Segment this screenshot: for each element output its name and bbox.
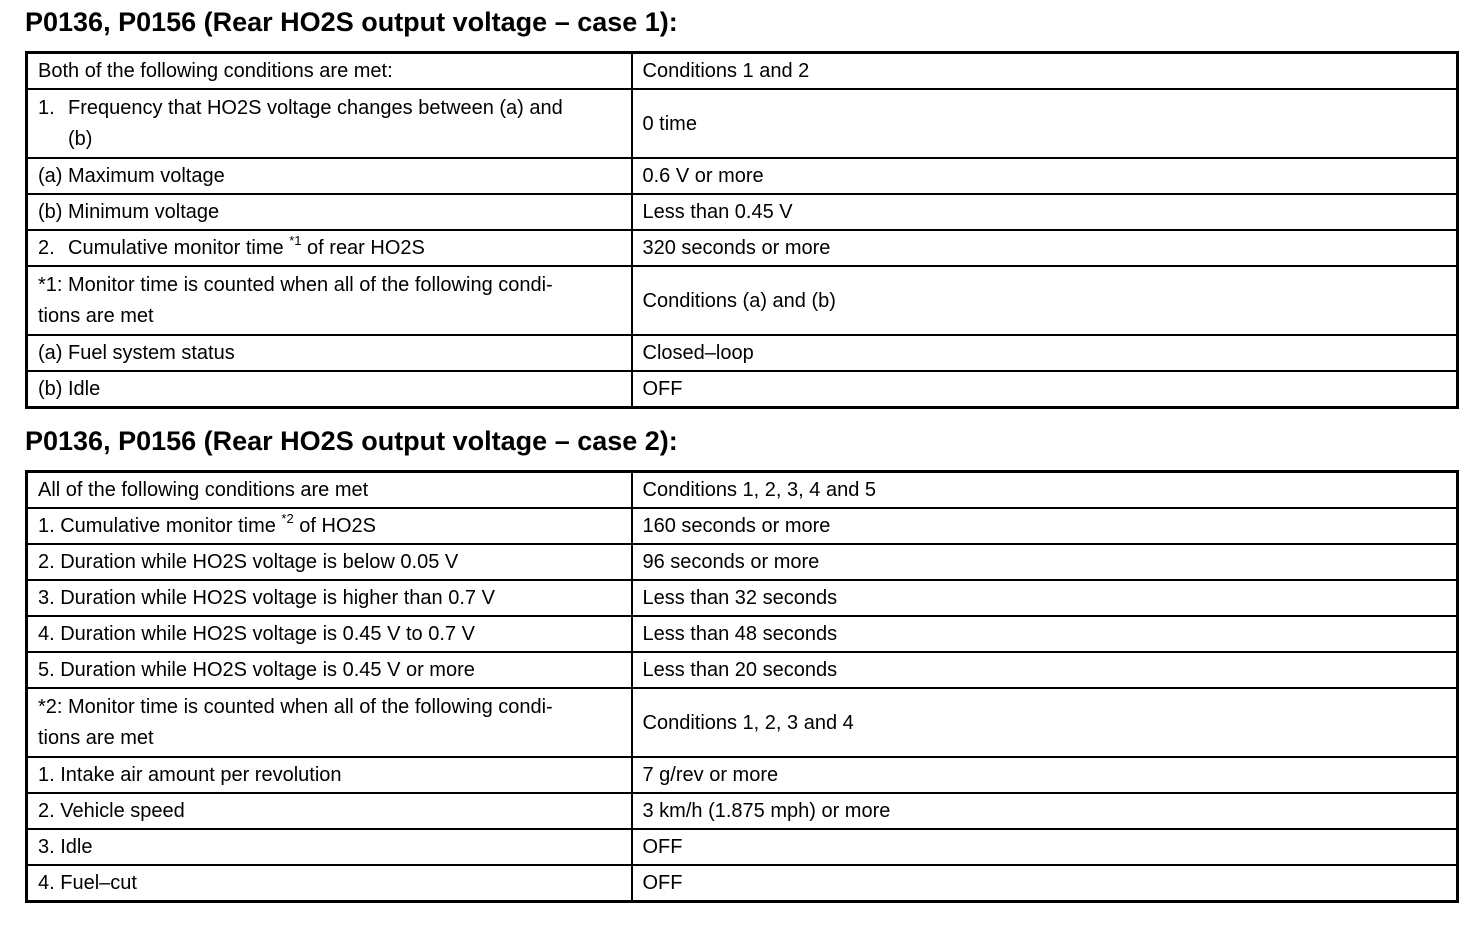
condition-label: All of the following conditions are met bbox=[27, 472, 632, 509]
condition-label bbox=[27, 89, 632, 158]
condition-label: Both of the following conditions are met: bbox=[27, 53, 632, 90]
condition-label: 1. Intake air amount per revolution bbox=[27, 757, 632, 793]
condition-text: 1. Cumulative monitor time bbox=[38, 515, 282, 537]
table-row bbox=[27, 230, 1458, 266]
footnote-line: *1: Monitor time is counted when all of the following condi- bbox=[38, 273, 553, 296]
condition-number: 1. bbox=[38, 96, 55, 119]
table-row bbox=[27, 865, 1458, 902]
table-row bbox=[27, 580, 1458, 616]
condition-label bbox=[27, 508, 632, 544]
condition-value: 0.6 V or more bbox=[632, 158, 1458, 194]
table-row bbox=[27, 266, 1458, 335]
condition-value: 7 g/rev or more bbox=[632, 757, 1458, 793]
condition-value: OFF bbox=[632, 371, 1458, 408]
condition-label: (b) Idle bbox=[27, 371, 632, 408]
condition-label: (b) Minimum voltage bbox=[27, 194, 632, 230]
section-title-case-2: P0136, P0156 (Rear HO2S output voltage – case 2): bbox=[25, 426, 678, 456]
condition-label: 3. Idle bbox=[27, 829, 632, 865]
condition-text: Frequency that HO2S voltage changes between (a) and bbox=[68, 96, 563, 119]
condition-value: 3 km/h (1.875 mph) or more bbox=[632, 793, 1458, 829]
condition-label: 2. Duration while HO2S voltage is below 0.05 V bbox=[27, 544, 632, 580]
section-title-case-1: P0136, P0156 (Rear HO2S output voltage – case 1): bbox=[25, 7, 678, 37]
condition-value: OFF bbox=[632, 865, 1458, 902]
table-row bbox=[27, 829, 1458, 865]
condition-value: Less than 32 seconds bbox=[632, 580, 1458, 616]
condition-value: 96 seconds or more bbox=[632, 544, 1458, 580]
table-row bbox=[27, 194, 1458, 230]
condition-value: Conditions 1, 2, 3, 4 and 5 bbox=[632, 472, 1458, 509]
table-row bbox=[27, 472, 1458, 509]
condition-value: Closed–loop bbox=[632, 335, 1458, 371]
footnote-label bbox=[27, 688, 632, 757]
table-row bbox=[27, 616, 1458, 652]
table-row bbox=[27, 544, 1458, 580]
table-row bbox=[27, 757, 1458, 793]
condition-text: of HO2S bbox=[293, 515, 376, 537]
footnote-mark: *2 bbox=[281, 511, 294, 526]
table-row bbox=[27, 158, 1458, 194]
table-row bbox=[27, 793, 1458, 829]
condition-text: of rear HO2S bbox=[301, 237, 425, 259]
table-row bbox=[27, 89, 1458, 158]
footnote-line: tions are met bbox=[38, 726, 154, 749]
condition-label: (a) Maximum voltage bbox=[27, 158, 632, 194]
footnote-line: *2: Monitor time is counted when all of the following condi- bbox=[38, 695, 553, 718]
condition-label-line bbox=[38, 93, 621, 124]
table-row bbox=[27, 508, 1458, 544]
condition-value: Conditions 1 and 2 bbox=[632, 53, 1458, 90]
condition-label-line: (b) bbox=[68, 127, 93, 150]
table-row bbox=[27, 688, 1458, 757]
table-row bbox=[27, 53, 1458, 90]
condition-value: Less than 0.45 V bbox=[632, 194, 1458, 230]
condition-value: 320 seconds or more bbox=[632, 230, 1458, 266]
condition-label bbox=[27, 230, 632, 266]
footnote-line: tions are met bbox=[38, 304, 154, 327]
condition-value: Conditions (a) and (b) bbox=[632, 266, 1458, 335]
condition-value: 160 seconds or more bbox=[632, 508, 1458, 544]
condition-label: 3. Duration while HO2S voltage is higher than 0.7 V bbox=[27, 580, 632, 616]
table-row bbox=[27, 335, 1458, 371]
table-row bbox=[27, 371, 1458, 408]
conditions-table-case-2 bbox=[25, 470, 1459, 903]
footnote-mark: *1 bbox=[289, 233, 302, 248]
condition-label: 4. Fuel–cut bbox=[27, 865, 632, 902]
condition-value: OFF bbox=[632, 829, 1458, 865]
condition-value: Conditions 1, 2, 3 and 4 bbox=[632, 688, 1458, 757]
condition-number: 2. bbox=[38, 237, 55, 259]
footnote-label bbox=[27, 266, 632, 335]
conditions-table-case-1 bbox=[25, 51, 1459, 409]
condition-value: 0 time bbox=[632, 89, 1458, 158]
condition-value: Less than 20 seconds bbox=[632, 652, 1458, 688]
condition-value: Less than 48 seconds bbox=[632, 616, 1458, 652]
condition-label: 4. Duration while HO2S voltage is 0.45 V to 0.7 V bbox=[27, 616, 632, 652]
condition-label: 2. Vehicle speed bbox=[27, 793, 632, 829]
table-row bbox=[27, 652, 1458, 688]
condition-text: Cumulative monitor time bbox=[68, 237, 290, 259]
condition-label: 5. Duration while HO2S voltage is 0.45 V or more bbox=[27, 652, 632, 688]
condition-label: (a) Fuel system status bbox=[27, 335, 632, 371]
